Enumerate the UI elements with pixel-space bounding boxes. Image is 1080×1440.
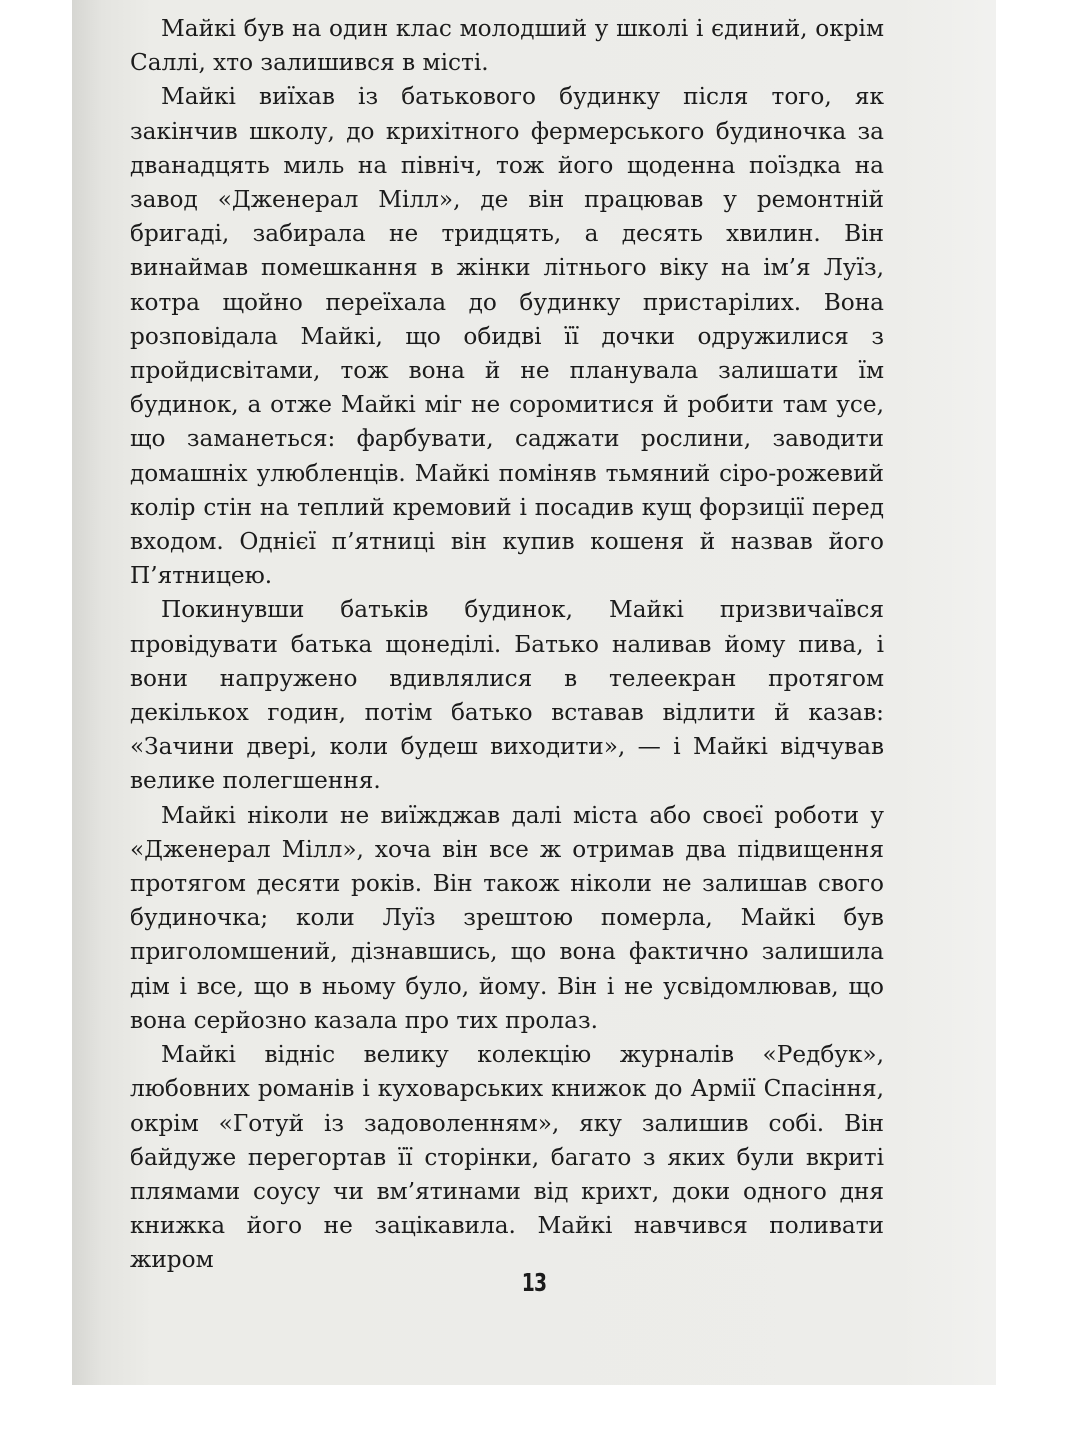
book-page [72,0,996,1385]
paragraph-5: Майкі відніс велику колекцію журналів «Редбук», любовних романів і куховарських книжок до Армії Спасіння, окрім «Готуй із задоволенням», яку залишив собі. Він байдуже перегортав її сторінки, багато з яких були вкриті плямами соусу чи вм’ятинами від крихт, доки одного дня книжка його не зацікавила. Майкі навчився поливати жиром [130,1041,884,1274]
paragraph-1: Майкі був на один клас молодший у школі і єдиний, окрім Саллі, хто залишився в місті. [130,15,884,77]
paragraph-3: Покинувши батьків будинок, Майкі призвичаївся провідувати батька щонеділі. Батько наливав йому пива, і вони напружено вдивлялися в телеекран протягом декількох годин, потім батько вставав відлити й казав: «Зачини двері, коли будеш виходити», — і Майкі відчував велике полегшення. [130,596,884,795]
paragraph-2: Майкі виїхав із батькового будинку після того, як закінчив школу, до крихітного фермерського будиночка за дванадцять миль на північ, тож його щоденна поїздка на завод «Дженерал Мілл», де він працював у ремонтній бригаді, забирала не тридцять, а десять хвилин. Він винаймав помешкання в жінки літнього віку на ім’я Луїз, котра щойно переїхала до будинку пристарілих. Вона розповідала Майкі, що обидві її дочки одружилися з пройдисвітами, тож вона й не планувала залишати їм будинок, а отже Майкі міг не соромитися й робити там усе, що заманеться: фарбувати, саджати рослини, заводити домашніх улюбленців. Майкі поміняв тьмяний сіро-рожевий колір стін на теплий кремовий і посадив кущ форзиції перед входом. Однієї п’ятниці він купив кошеня й назвав його П’ятницею. [130,83,884,590]
body-text [130,12,884,1278]
paragraph-4: Майкі ніколи не виїжджав далі міста або своєї роботи у «Дженерал Мілл», хоча він все ж отримав два підвищення протягом десяти років. Він також ніколи не залишав свого будиночка; коли Луїз зрештою померла, Майкі був приголомшений, дізнавшись, що вона фактично залишила дім і все, що в ньому було, йому. Він і не усвідомлював, що вона серйозно казала про тих пролаз. [130,801,884,1034]
page-number: 13 [521,1268,547,1297]
